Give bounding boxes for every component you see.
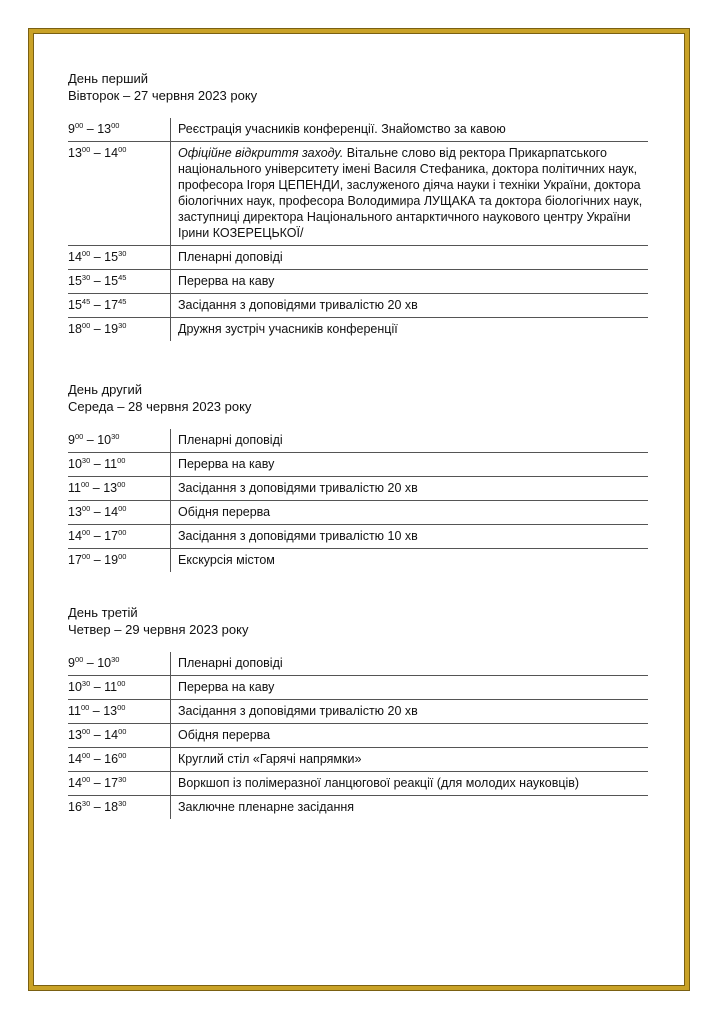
start-hour: 13	[68, 146, 82, 160]
time-cell: $15^{45} - 17^{45}$	[68, 294, 171, 318]
event-cell	[171, 453, 649, 477]
start-minutes: 45	[81, 297, 91, 306]
start-hour: 14	[68, 776, 82, 790]
event-cell	[171, 549, 649, 573]
end-minutes: 30	[111, 432, 120, 441]
event-text: Пленарні доповіді	[178, 250, 283, 264]
start-minutes: 30	[81, 456, 91, 465]
event-text: Засідання з доповідями тривалістю 20 хв	[178, 298, 418, 312]
time-cell: $14^{00} - 17^{30}$	[68, 772, 171, 796]
end-minutes: 45	[118, 273, 127, 282]
start-minutes: 30	[81, 799, 91, 808]
end-hour: 16	[104, 752, 119, 766]
time-cell: $16^{30} - 18^{30}$	[68, 796, 171, 820]
start-minutes: 00	[81, 775, 91, 784]
schedule-row	[68, 796, 648, 820]
time-cell: $11^{00} - 13^{00}$	[68, 700, 171, 724]
time-cell: $14^{00} - 16^{00}$	[68, 748, 171, 772]
event-text: Перерва на каву	[178, 457, 275, 471]
start-minutes: 00	[81, 727, 91, 736]
start-minutes: 00	[81, 321, 91, 330]
start-hour: 16	[68, 800, 82, 814]
event-text: Реєстрація учасників конференції. Знайомство за кавою	[178, 122, 506, 136]
day-date: Вівторок – 27 червня 2023 року	[68, 88, 258, 103]
time-cell: $10^{30} - 11^{00}$	[68, 676, 171, 700]
schedule-table	[68, 118, 648, 341]
end-hour: 14	[104, 146, 119, 160]
start-hour: 14	[68, 752, 82, 766]
start-minutes: 30	[81, 273, 91, 282]
event-text: Воркшоп із полімеразної ланцюгової реакції (для молодих науковців)	[178, 776, 580, 790]
event-cell	[171, 772, 649, 796]
end-hour: 18	[104, 800, 119, 814]
end-hour: 17	[104, 776, 119, 790]
schedule-row	[68, 700, 648, 724]
schedule-row	[68, 477, 648, 501]
schedule-row	[68, 724, 648, 748]
end-minutes: 00	[118, 552, 127, 561]
event-cell	[171, 676, 649, 700]
start-hour: 18	[68, 322, 82, 336]
time-cell: $15^{30} - 15^{45}$	[68, 270, 171, 294]
start-minutes: 00	[81, 504, 91, 513]
event-text: Дружня зустріч учасників конференції	[178, 322, 398, 336]
start-hour: 9	[68, 433, 75, 447]
day-title: День перший	[68, 71, 149, 86]
event-cell	[171, 724, 649, 748]
schedule-row	[68, 318, 648, 342]
end-hour: 19	[104, 322, 119, 336]
event-text: Засідання з доповідями тривалістю 20 хв	[178, 704, 418, 718]
start-hour: 13	[68, 505, 82, 519]
event-cell	[171, 270, 649, 294]
event-cell	[171, 501, 649, 525]
day-three-section	[68, 604, 648, 819]
time-cell: $13^{00} - 14^{00}$	[68, 501, 171, 525]
start-hour: 11	[68, 481, 81, 495]
event-text: Засідання з доповідями тривалістю 10 хв	[178, 529, 418, 543]
event-cell	[171, 652, 649, 676]
event-cell	[171, 477, 649, 501]
end-minutes: 00	[111, 121, 120, 130]
schedule-row	[68, 772, 648, 796]
end-hour: 17	[104, 298, 119, 312]
event-text: Засідання з доповідями тривалістю 20 хв	[178, 481, 418, 495]
day-one-header	[68, 70, 648, 104]
time-cell: $10^{30} - 11^{00}$	[68, 453, 171, 477]
event-cell	[171, 700, 649, 724]
end-hour: 17	[104, 529, 119, 543]
schedule-row	[68, 142, 648, 246]
start-minutes: 00	[81, 751, 91, 760]
day-title: День другий	[68, 382, 143, 397]
start-minutes: 00	[74, 432, 84, 441]
start-hour: 13	[68, 728, 82, 742]
end-hour: 13	[97, 122, 112, 136]
end-minutes: 00	[117, 456, 126, 465]
event-cell	[171, 796, 649, 820]
schedule-row	[68, 294, 648, 318]
schedule-row	[68, 270, 648, 294]
end-minutes: 00	[117, 679, 126, 688]
event-text: Круглий стіл «Гарячі напрямки»	[178, 752, 362, 766]
start-minutes: 00	[81, 528, 91, 537]
start-minutes: 00	[81, 145, 91, 154]
end-minutes: 30	[111, 655, 120, 664]
end-hour: 13	[103, 704, 118, 718]
start-hour: 10	[68, 457, 82, 471]
end-hour: 15	[104, 250, 119, 264]
end-hour: 14	[104, 728, 119, 742]
start-minutes: 00	[81, 552, 91, 561]
start-hour: 14	[68, 529, 82, 543]
start-hour: 14	[68, 250, 82, 264]
time-cell: $13^{00} - 14^{00}$	[68, 142, 171, 246]
end-hour: 19	[104, 553, 119, 567]
end-minutes: 30	[118, 249, 127, 258]
start-hour: 9	[68, 656, 75, 670]
time-cell: $14^{00} - 17^{00}$	[68, 525, 171, 549]
start-minutes: 00	[74, 655, 84, 664]
start-hour: 15	[68, 298, 82, 312]
day-title: День третій	[68, 605, 138, 620]
schedule-table	[68, 429, 648, 572]
event-text: Обідня перерва	[178, 728, 271, 742]
schedule-row	[68, 246, 648, 270]
event-cell	[171, 748, 649, 772]
time-cell: $9^{00} - 10^{30}$	[68, 652, 171, 676]
time-cell: $9^{00} - 13^{00}$	[68, 118, 171, 142]
start-hour: 9	[68, 122, 75, 136]
event-text: Пленарні доповіді	[178, 433, 283, 447]
end-hour: 10	[97, 433, 112, 447]
event-cell	[171, 246, 649, 270]
start-hour: 10	[68, 680, 82, 694]
end-minutes: 00	[118, 528, 127, 537]
start-hour: 15	[68, 274, 82, 288]
time-cell: $13^{00} - 14^{00}$	[68, 724, 171, 748]
event-text: Пленарні доповіді	[178, 656, 283, 670]
event-text: Перерва на каву	[178, 680, 275, 694]
time-cell: $14^{00} - 15^{30}$	[68, 246, 171, 270]
end-minutes: 00	[118, 504, 127, 513]
schedule-row	[68, 525, 648, 549]
day-date: Середа – 28 червня 2023 року	[68, 399, 252, 414]
event-text: Обідня перерва	[178, 505, 271, 519]
event-cell	[171, 318, 649, 342]
end-hour: 11	[104, 457, 118, 471]
schedule-row	[68, 748, 648, 772]
start-minutes: 00	[74, 121, 84, 130]
end-minutes: 30	[118, 799, 127, 808]
end-hour: 10	[97, 656, 112, 670]
start-minutes: 00	[80, 480, 90, 489]
end-minutes: 00	[117, 703, 126, 712]
end-hour: 15	[104, 274, 119, 288]
time-cell: $17^{00} - 19^{00}$	[68, 549, 171, 573]
start-minutes: 30	[81, 679, 91, 688]
start-hour: 17	[68, 553, 82, 567]
day-date: Четвер – 29 червня 2023 року	[68, 622, 249, 637]
schedule-row	[68, 549, 648, 573]
time-cell: $9^{00} - 10^{30}$	[68, 429, 171, 453]
event-cell	[171, 429, 649, 453]
schedule-row	[68, 118, 648, 142]
event-cell	[171, 142, 649, 246]
start-minutes: 00	[80, 703, 90, 712]
schedule-row	[68, 676, 648, 700]
schedule-row	[68, 501, 648, 525]
event-cell	[171, 525, 649, 549]
start-minutes: 00	[81, 249, 91, 258]
end-minutes: 30	[118, 775, 127, 784]
day-three-header	[68, 604, 648, 638]
end-hour: 14	[104, 505, 119, 519]
start-hour: 11	[68, 704, 81, 718]
schedule-row	[68, 453, 648, 477]
event-lead: Офіційне відкриття заходу.	[178, 146, 344, 160]
end-hour: 13	[103, 481, 118, 495]
schedule-table	[68, 652, 648, 819]
end-minutes: 00	[118, 751, 127, 760]
end-minutes: 00	[118, 145, 127, 154]
end-minutes: 00	[118, 727, 127, 736]
end-hour: 11	[104, 680, 118, 694]
end-minutes: 30	[118, 321, 127, 330]
event-text: Перерва на каву	[178, 274, 275, 288]
event-text: Екскурсія містом	[178, 553, 275, 567]
schedule-row	[68, 429, 648, 453]
end-minutes: 00	[117, 480, 126, 489]
day-two-section	[68, 381, 648, 572]
schedule-row	[68, 652, 648, 676]
time-cell: $18^{00} - 19^{30}$	[68, 318, 171, 342]
end-minutes: 45	[118, 297, 127, 306]
event-text: Вітальне слово від ректора Прикарпатського національного університету імені Василя Стефаника, доктора політичних наук, професора Ігоря ЦЕПЕНДИ, заслуженого діяча науки і техніки України, доктора біологічних наук, професора Володимира ЛУЩАКА та доктора біологічних наук, заступниці директора Національного антарктичного наукового центру України Ірини КОЗЕРЕЦЬКОЇ/	[178, 146, 643, 240]
time-cell: $11^{00} - 13^{00}$	[68, 477, 171, 501]
event-cell	[171, 118, 649, 142]
event-cell	[171, 294, 649, 318]
day-two-header	[68, 381, 648, 415]
event-text: Заключне пленарне засідання	[178, 800, 355, 814]
day-one-section	[68, 70, 648, 341]
